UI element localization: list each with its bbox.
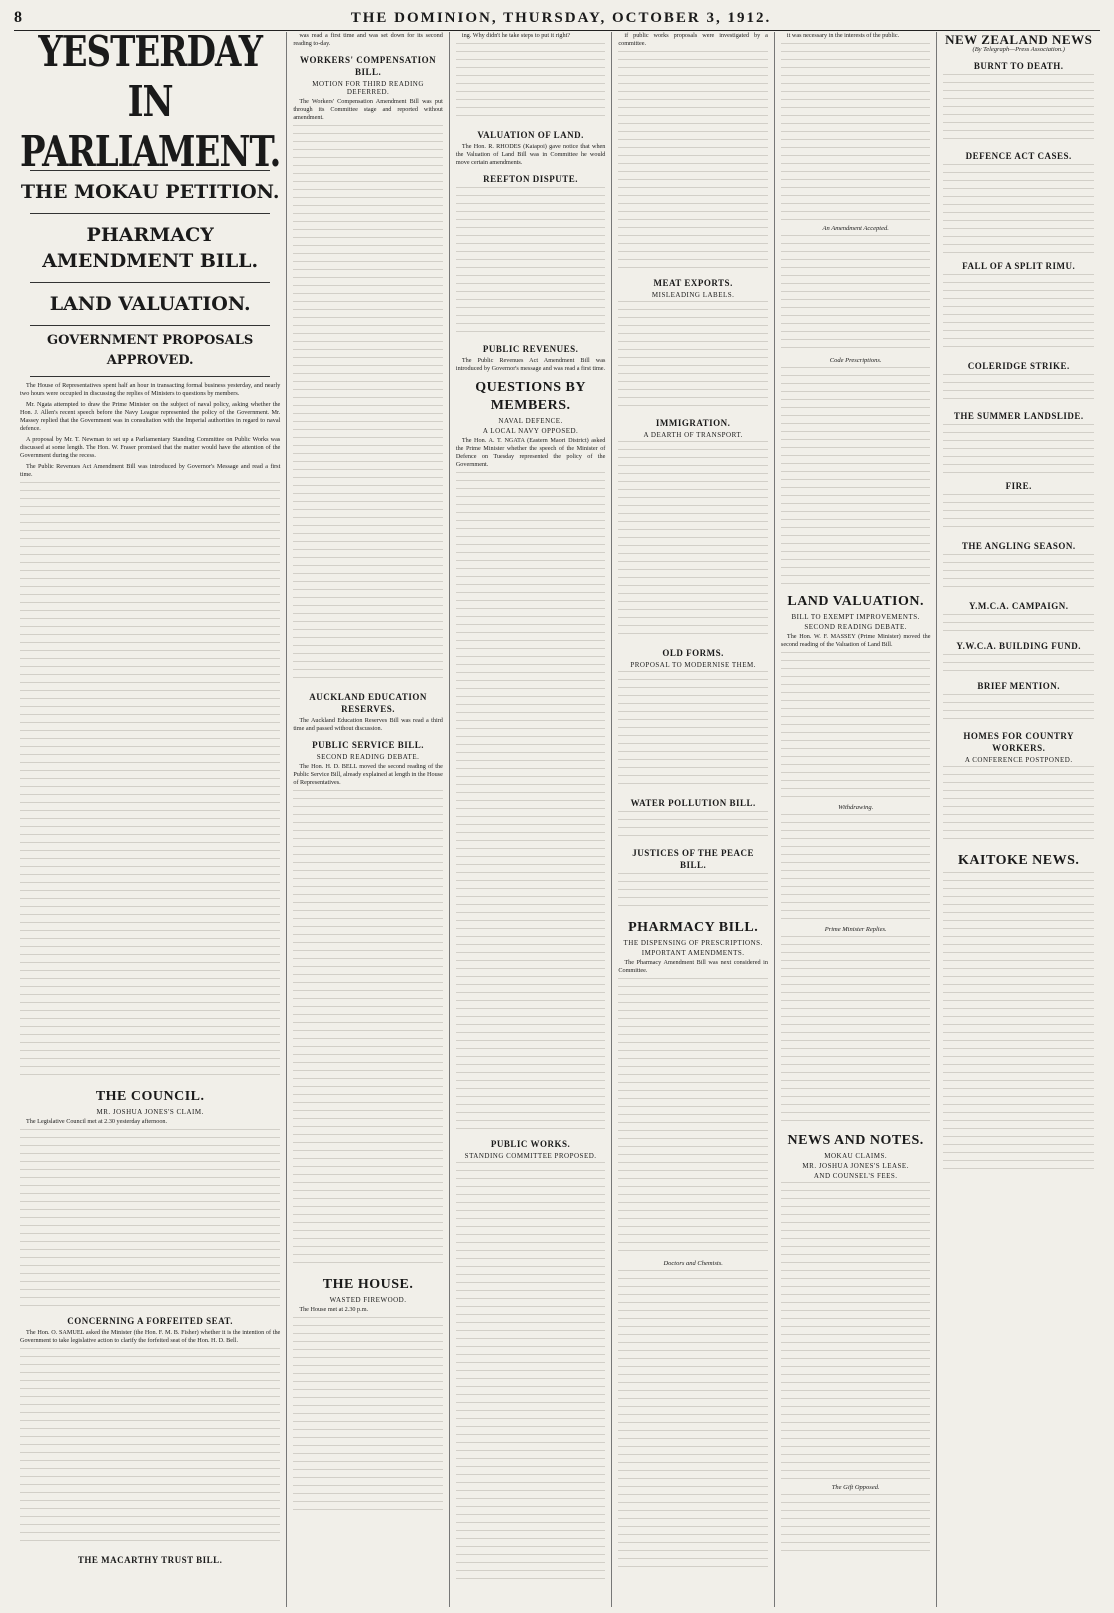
heading-justices-of-peace: JUSTICES OF THE PEACE BILL.: [632, 848, 755, 870]
body-text-block: [943, 694, 1094, 724]
body-text-block: [618, 873, 768, 913]
heading-split-rimu: FALL OF A SPLIT RIMU.: [962, 261, 1076, 271]
headline-pharmacy-bill: PHARMACY AMENDMENT BILL.: [42, 224, 259, 272]
column-4: [612, 32, 775, 1607]
article-paragraph: it was necessary in the interests of the public.: [786, 32, 900, 39]
subheading-wasted-firewood: WASTED FIREWOOD.: [329, 1296, 407, 1304]
subheading-dearth-of-transport: A DEARTH OF TRANSPORT.: [643, 431, 743, 439]
body-text-block: [943, 614, 1094, 634]
subheading-dispensing: THE DISPENSING OF PRESCRIPTIONS.: [623, 939, 763, 947]
subheading-conference-postponed: A CONFERENCE POSTPONED.: [964, 756, 1073, 764]
heading-public-revenues: PUBLIC REVENUES.: [482, 344, 579, 354]
subheading-jones-claim: MR. JOSHUA JONES'S CLAIM.: [96, 1108, 204, 1116]
article-paragraph: The Auckland Education Reserves Bill was read a third time and passed without discussion.: [293, 717, 443, 732]
body-text-block: [781, 1494, 931, 1554]
body-text-block: [943, 274, 1094, 354]
subheading-prime-minister-replies: Prime Minister Replies.: [824, 926, 887, 933]
article-paragraph: The House of Representatives spent half an hour in transacting formal business yesterday, and nearly two hours were occupied in discussing the replies of Ministers to questions by members.: [20, 382, 281, 397]
subheading-counsel-fees: AND COUNSEL'S FEES.: [813, 1172, 898, 1180]
headline-government-proposals: GOVERNMENT PROPOSALS APPROVED.: [47, 333, 254, 368]
article-paragraph: Mr. Ngata attempted to draw the Prime Minister on the subject of naval policy, asking whether the Hon. J. Allen's recent speech before the Navy League represented the policy of the Government. Mr. Massey replied that the Government was in consultation with the Imperial authorities in regard to naval defence.: [20, 401, 281, 432]
article-paragraph: The Hon. R. RHODES (Kaiapoi) gave notice that when the Valuation of Land Bill was in Committee he would move certain amendments.: [455, 143, 606, 166]
column-1: [14, 27, 287, 1607]
body-text-block: [781, 936, 931, 1126]
heading-new-zealand-news: NEW ZEALAND NEWS: [945, 32, 1093, 47]
body-text-block: [456, 43, 606, 123]
subheading-withdrawing: Withdrawing.: [838, 804, 874, 811]
article-paragraph: The Public Revenues Act Amendment Bill was introduced by Governor's message and was read a first time.: [455, 357, 606, 372]
body-text-block: [781, 367, 931, 587]
main-headline: YESTERDAY IN PARLIAMENT.: [20, 27, 281, 177]
body-text-block: [20, 1348, 280, 1548]
heading-forfeited-seat: CONCERNING A FORFEITED SEAT.: [67, 1316, 233, 1326]
heading-workers-compensation: WORKERS' COMPENSATION BILL.: [300, 55, 437, 77]
subheading-naval-defence: NAVAL DEFENCE.: [498, 417, 563, 425]
masthead-title: THE DOMINION, THURSDAY, OCTOBER 3, 1912.: [350, 9, 772, 26]
subheading-exempt-improvements: BILL TO EXEMPT IMPROVEMENTS.: [791, 613, 920, 621]
body-text-block: [943, 164, 1094, 254]
heading-macarthy-trust: THE MACARTHY TRUST BILL.: [77, 1555, 223, 1565]
heading-fire: FIRE.: [1005, 481, 1032, 491]
body-text-block: [943, 74, 1094, 144]
body-text-block: [618, 671, 768, 791]
body-text-block: [293, 1317, 443, 1517]
heading-reefton-dispute: REEFTON DISPUTE.: [483, 174, 579, 184]
heading-summer-landslide: THE SUMMER LANDSLIDE.: [953, 411, 1084, 421]
column-6: [937, 32, 1100, 1607]
heading-water-pollution: WATER POLLUTION BILL.: [630, 798, 756, 808]
heading-public-works: PUBLIC WORKS.: [490, 1139, 571, 1149]
subheading-gift-opposed: The Gift Opposed.: [831, 1484, 880, 1491]
heading-the-house: THE HOUSE.: [322, 1277, 414, 1292]
subheading-mokau-claims: MOKAU CLAIMS.: [824, 1152, 888, 1160]
body-text-block: [618, 811, 768, 841]
article-paragraph: The Workers' Compensation Amendment Bill was put through its Committee stage and reported without amendment.: [293, 98, 443, 121]
subheading-misleading-labels: MISLEADING LABELS.: [651, 291, 735, 299]
article-paragraph: A proposal by Mr. T. Newman to set up a Parliamentary Standing Committee on Public Works was discussed at some length. The Hon. W. Fraser promised that the matter would have the attention of the Government during the recess.: [20, 436, 281, 459]
subheading-code-prescriptions: Code Prescriptions.: [829, 357, 882, 364]
heading-defence-act-cases: DEFENCE ACT CASES.: [965, 151, 1072, 161]
body-text-block: [943, 872, 1094, 1172]
headline-land-valuation: LAND VALUATION.: [49, 293, 251, 315]
heading-pharmacy-bill: PHARMACY BILL.: [628, 920, 759, 935]
body-text-block: [781, 235, 931, 355]
article-paragraph: was read a first time and was set down for its second reading to-day.: [293, 32, 443, 47]
body-text-block: [456, 472, 606, 1132]
body-text-block: [618, 441, 768, 641]
subheading-modernise: PROPOSAL TO MODERNISE THEM.: [630, 661, 756, 669]
heading-questions-by-members: QUESTIONS BY MEMBERS.: [475, 380, 586, 413]
subheading-second-reading: SECOND READING DEBATE.: [316, 753, 420, 761]
body-text-block: [781, 43, 931, 223]
subheading-second-reading: SECOND READING DEBATE.: [804, 623, 907, 631]
body-text-block: [943, 654, 1094, 674]
body-text-block: [943, 766, 1094, 846]
subheading-jones-lease: MR. JOSHUA JONES'S LEASE.: [802, 1162, 909, 1170]
body-text-block: [618, 1270, 768, 1570]
article-paragraph: The Legislative Council met at 2.30 yesterday afternoon.: [26, 1118, 168, 1125]
heading-public-service-bill: PUBLIC SERVICE BILL.: [312, 740, 425, 750]
headline-mokau-petition: THE MOKAU PETITION.: [20, 181, 280, 203]
body-text-block: [943, 554, 1094, 594]
heading-meat-exports: MEAT EXPORTS.: [653, 278, 733, 288]
heading-news-and-notes: NEWS AND NOTES.: [787, 1133, 924, 1148]
article-paragraph: The Pharmacy Amendment Bill was next considered in Committee.: [618, 959, 768, 974]
heading-ywca-fund: Y.W.C.A. BUILDING FUND.: [956, 641, 1082, 651]
body-text-block: [943, 494, 1094, 534]
heading-old-forms: OLD FORMS.: [662, 648, 724, 658]
heading-coleridge-strike: COLERIDGE STRIKE.: [967, 361, 1070, 371]
article-paragraph: The Hon. A. T. NGATA (Eastern Maori District) asked the Prime Minister whether the speech of the Minister of Defence on Tuesday represented the policy of the Government.: [455, 437, 606, 468]
heading-immigration: IMMIGRATION.: [655, 418, 731, 428]
heading-homes-country-workers: HOMES FOR COUNTRY WORKERS.: [963, 731, 1075, 753]
heading-brief-mention: BRIEF MENTION.: [977, 681, 1061, 691]
body-text-block: [456, 187, 606, 337]
subheading-press-association: (By Telegraph—Press Association.): [972, 46, 1065, 53]
body-text-block: [943, 374, 1094, 404]
column-2: [287, 32, 450, 1607]
subheading-amendment-accepted: An Amendment Accepted.: [822, 225, 889, 232]
body-text-block: [781, 652, 931, 802]
subheading-motion-deferred: MOTION FOR THIRD READING DEFERRED.: [312, 80, 424, 96]
heading-land-valuation: LAND VALUATION.: [787, 594, 924, 609]
body-text-block: [293, 790, 443, 1270]
body-text-block: [781, 1182, 931, 1482]
body-text-block: [293, 125, 443, 685]
body-text-block: [20, 1129, 280, 1309]
subheading-important-amendments: IMPORTANT AMENDMENTS.: [641, 949, 745, 957]
body-text-block: [456, 1162, 606, 1582]
subheading-local-navy: A LOCAL NAVY OPPOSED.: [482, 427, 579, 435]
body-text-block: [20, 482, 280, 1082]
heading-valuation-of-land: VALUATION OF LAND.: [477, 130, 584, 140]
heading-auckland-reserves: AUCKLAND EDUCATION RESERVES.: [309, 692, 427, 714]
newspaper-columns: [14, 27, 1100, 1607]
heading-ymca-campaign: Y.M.C.A. CAMPAIGN.: [968, 601, 1069, 611]
article-paragraph: The Hon. H. D. BELL moved the second reading of the Public Service Bill, already explained at length in the House of Representatives.: [293, 763, 443, 786]
page-number: 8: [14, 9, 22, 26]
body-text-block: [618, 51, 768, 271]
body-text-block: [943, 424, 1094, 474]
article-paragraph: if public works proposals were investigated by a committee.: [618, 32, 768, 47]
column-5: [775, 32, 938, 1607]
body-text-block: [618, 301, 768, 411]
heading-angling-season: THE ANGLING SEASON.: [961, 541, 1076, 551]
heading-kaitoke-news: KAITOKE NEWS.: [958, 853, 1080, 868]
article-paragraph: ing. Why didn't he take steps to put it right?: [461, 32, 571, 39]
article-paragraph: The Hon. W. F. MASSEY (Prime Minister) moved the second reading of the Valuation of Land Bill.: [780, 633, 931, 648]
heading-the-council: THE COUNCIL.: [95, 1089, 205, 1104]
article-paragraph: The House met at 2.30 p.m.: [299, 1306, 369, 1313]
body-text-block: [781, 814, 931, 924]
heading-burnt-to-death: BURNT TO DEATH.: [973, 61, 1064, 71]
subheading-doctors-chemists: Doctors and Chemists.: [663, 1260, 723, 1267]
article-paragraph: The Hon. O. SAMUEL asked the Minister (the Hon. F. M. B. Fisher) whether it is the intention of the Government to take legislative action to clarify the forfeited seat of the Hon. H. D. Bell.: [20, 1329, 281, 1344]
column-3: [450, 32, 613, 1607]
article-paragraph: The Public Revenues Act Amendment Bill was introduced by Governor's Message and read a first time.: [20, 463, 281, 478]
subheading-standing-committee: STANDING COMMITTEE PROPOSED.: [464, 1152, 597, 1160]
body-text-block: [618, 978, 768, 1258]
